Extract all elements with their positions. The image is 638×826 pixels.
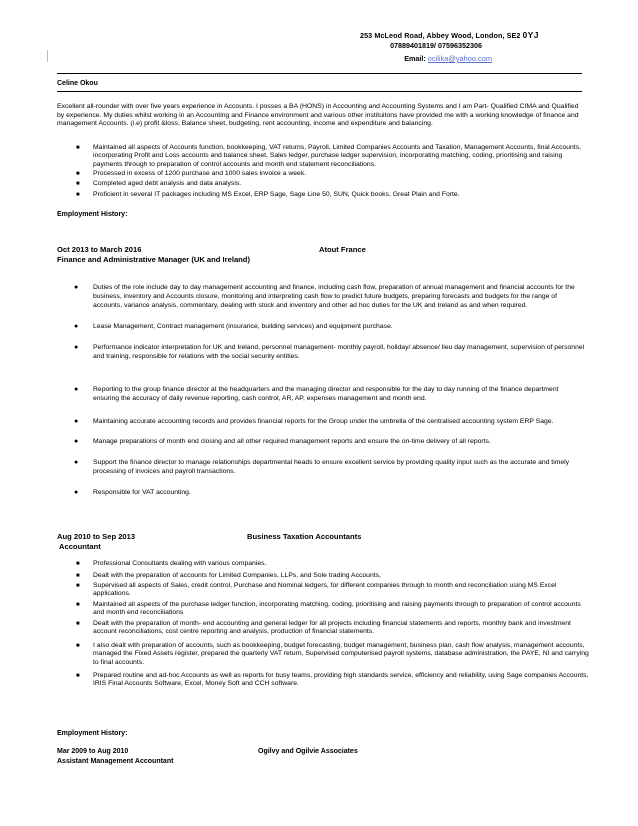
list-item: ■ Processed in excess of 1200 purchase and 1000 sales invoice a week. [76, 170, 307, 177]
contact-address [360, 31, 539, 40]
job3-dates: Mar 2009 to Aug 2010 [57, 748, 129, 755]
list-item: ● Reporting to the group finance director at the headquarters and the managing director and responsible for the day to day running of the finance department ensuring the accuracy of daily revenue reporting, cash control, AR, AP, expenses management and month end. [74, 386, 559, 403]
list-item: ■ Dealt with the preparation of accounts for Limited Companies, LLPs, and Sole trading Accounts, [76, 572, 381, 579]
contact-email-line [404, 54, 492, 63]
job3-company: Ogilvy and Ogilvie Associates [258, 748, 358, 755]
divider-name [57, 91, 582, 92]
list-item: ● Performance indicator interpretation for UK and Ireland, personnel management- monthly payroll, holiday/ absence/ lieu day management, supervision of personnel and training, responsible for relations with the social security entities. [74, 344, 585, 361]
list-item: ■ Supervised all aspects of Sales, credit control, Purchase and Nominal ledgers, for different companies through to month end reconciliation using MS Excel applications. [76, 582, 557, 598]
duty-text: I also dealt with preparation of accounts, such as bookkeeping, budget forecasting, budget management, business plan, cash flow analysis, management accounts, managed the Fixed Assets register, prepared the quarterly VAT return, Supervised computerised payroll systems, database administration, the PAYE, NI and carrying to final accounts. [93, 642, 589, 666]
email-link[interactable]: ocilika@yahoo.com [427, 54, 492, 63]
duty-text: Prepared routine and ad-hoc Accounts as well as reports for busy teams, providing high standards service, efficiency and reliability, using Sage companies Accounts, IRIS Final Accounts Software, Excel, Money Soft and CCH software. [93, 672, 589, 688]
duty-text: Duties of the role include day to day management accounting and finance, including cash flow, preparation of annual management and financial accounts for the business, inventory and Accounts closure, monitoring and interpreting cash flow to predict future budgets, preparing forecasts and budgets for the range of accounts, variance analysis, commentary, dealing with stock and inventory and other ad hoc duties for the UK and Ireland as and when required. [93, 284, 575, 310]
section-heading-employment-2: Employment History: [57, 730, 128, 737]
postcode-suffix: 0YJ [522, 31, 539, 40]
list-item: ● Manage preparations of month end closing and all other required management reports and ensure the on-time delivery of all reports. [74, 438, 491, 445]
list-item: ● Support the finance director to manage relationships departmental heads to ensure excellent service by providing quality input such as the accurate and timely processing of invoices and payroll transactions. [74, 459, 570, 476]
skill-text: Processed in excess of 1200 purchase and 1000 sales invoice a week. [93, 170, 307, 177]
duty-text: Maintained all aspects of the purchase ledger function, incorporating matching, coding, prioritising and raising payments through to preparation of control accounts and month end reconciliations [93, 601, 581, 617]
duty-text: Lease Management, Contract management (insurance, building services) and equipment purchase. [93, 323, 393, 330]
list-item: ■ I also dealt with preparation of accounts, such as bookkeeping, budget forecasting, budget management, business plan, cash flow analysis, management accounts, managed the Fixed Assets register, prepared the quarterly VAT return, Supervised computerised payroll systems, database administration, the PAYE, NI and carrying to final accounts. [76, 642, 589, 666]
list-item: ■ Dealt with the preparation of month- end accounting and general ledger for all projects including financial statements and reports, monthly bank and investment account reconciliations, cost centre reporting and analysis, production of financial statements. [76, 620, 571, 636]
duty-text: Supervised all aspects of Sales, credit control, Purchase and Nominal ledgers, for different companies through to month end reconciliation using MS Excel applications. [93, 582, 557, 598]
list-item: ● Duties of the role include day to day management accounting and finance, including cash flow, preparation of annual management and financial accounts for the business, inventory and Accounts closure, monitoring and interpreting cash flow to predict future budgets, preparing forecasts and budgets for the range of accounts, variance analysis, commentary, dealing with stock and inventory and other ad hoc duties for the UK and Ireland as and when required. [74, 284, 575, 310]
skill-text: Completed aged debt analysis and data analysis. [93, 180, 242, 187]
list-item: ● Lease Management, Contract management (insurance, building services) and equipment purchase. [74, 323, 393, 330]
contact-phone: 07889401819/ 07596352306 [390, 41, 482, 50]
job2-dates: Aug 2010 to Sep 2013 [57, 532, 136, 541]
divider-top [57, 73, 582, 74]
duty-text: Responsible for VAT accounting. [93, 489, 191, 496]
address-text: 253 McLeod Road, Abbey Wood, London, SE2 [359, 31, 523, 40]
duty-text: Reporting to the group finance director at the headquarters and the managing director and responsible for the day to day running of the finance department ensuring the accuracy of daily revenue reporting, cash control, AR, AP, expenses management and month end. [93, 386, 559, 403]
list-item: ■ Maintained all aspects of the purchase ledger function, incorporating matching, coding, prioritising and raising payments through to preparation of control accounts and month end reconciliations [76, 601, 581, 617]
list-item: ● Maintaining accurate accounting records and provides financial reports for the Group under the umbrella of the centralised accounting system ERP Sage. [74, 418, 554, 425]
job1-title: Finance and Administrative Manager (UK and Ireland) [57, 255, 250, 264]
skill-text: Proficient in several IT packages including MS Excel, ERP Sage, Sage Line 50, SUN, Quick books, Great Plain and Forte. [93, 191, 460, 198]
job1-dates: Oct 2013 to March 2016 [57, 245, 142, 254]
candidate-name: Celine Okou [57, 80, 98, 87]
email-label: Email: [404, 54, 426, 63]
skill-text: Maintained all aspects of Accounts function, bookkeeping, VAT returns, Payroll, Limited Companies Accounts and Taxation, Management Accounts, final Accounts, incorporating Profit and Loss accounts and balance sheet, Sales ledger, purchase ledger supervision, incorporating matching, coding, prioritising and raising payments through to preparation of control accounts and month end statement reconciliations. [93, 144, 582, 168]
list-item: ● Responsible for VAT accounting. [74, 489, 191, 496]
duty-text: Professional Consultants dealing with various companies. [93, 560, 267, 567]
list-item: ■ Maintained all aspects of Accounts function, bookkeeping, VAT returns, Payroll, Limited Companies Accounts and Taxation, Management Accounts, final Accounts, incorporating Profit and Loss accounts and balance sheet, Sales ledger, purchase ledger supervision, incorporating matching, coding, prioritising and raising payments through to preparation of control accounts and month end statement reconciliations. [76, 144, 582, 168]
duty-text: Manage preparations of month end closing and all other required management reports and ensure the on-time delivery of all reports. [93, 438, 491, 445]
duty-text: Maintaining accurate accounting records and provides financial reports for the Group under the umbrella of the centralised accounting system ERP Sage. [93, 418, 554, 425]
list-item: ■ Professional Consultants dealing with various companies. [76, 560, 267, 567]
duty-text: Dealt with the preparation of accounts for Limited Companies, LLPs, and Sole trading Accounts, [93, 572, 381, 579]
list-item: ■ Prepared routine and ad-hoc Accounts as well as reports for busy teams, providing high standards service, efficiency and reliability, using Sage companies Accounts, IRIS Final Accounts Software, Excel, Money Soft and CCH software. [76, 672, 589, 688]
duty-text: Support the finance director to manage relationships departmental heads to ensure excellent service by providing quality input such as the accurate and timely processing of invoices and payroll transactions. [93, 459, 570, 476]
duty-text: Dealt with the preparation of month- end accounting and general ledger for all projects including financial statements and reports, monthly bank and investment account reconciliations, cost centre reporting and analysis, production of financial statements. [93, 620, 571, 636]
list-item: ■ Proficient in several IT packages including MS Excel, ERP Sage, Sage Line 50, SUN, Quick books, Great Plain and Forte. [76, 191, 460, 198]
job1-company: Atout France [319, 245, 366, 254]
list-item: ■ Completed aged debt analysis and data analysis. [76, 180, 242, 187]
job3-title: Assistant Management Accountant [57, 758, 174, 765]
job2-company: Business Taxation Accountants [247, 532, 362, 541]
margin-mark [47, 50, 48, 62]
section-heading-employment: Employment History: [57, 211, 128, 218]
job2-title: Accountant [59, 542, 101, 551]
duty-text: Performance indicator interpretation for UK and Ireland, personnel management- monthly payroll, holiday/ absence/ lieu day management, supervision of personnel and training, responsible for relations with the social security entities. [93, 344, 585, 361]
profile-summary: Excellent all-rounder with over five years experience in Accounts. I posses a BA (HONS) in Accounting and Accounting Systems and I am Part- Qualified CIMA and Qualified by experience. My duties whilst working in an Accounting and Finance environment and various other instituitons have provided me with a working knowledge of finance and management Accounts. (i.e) profit &loss, Balance sheet, budgeting, rent accounting, income and expenditure and balancing. [57, 103, 579, 128]
